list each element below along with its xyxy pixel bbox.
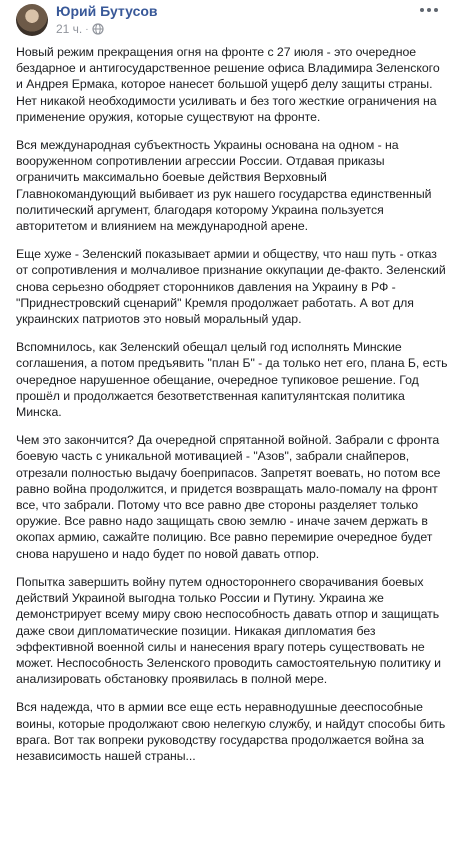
post-header xyxy=(8,0,450,44)
author-name-link[interactable]: Юрий Бутусов xyxy=(56,3,158,19)
meta-separator: · xyxy=(85,23,89,35)
post-timestamp[interactable]: 21 ч. xyxy=(56,22,83,36)
post-paragraph: Чем это закончится? Да очередной спрятанной войной. Забрали с фронта боевую часть с уникальной мотивацией - "Азов", забрали снайперов, отрезали полностью выдачу боеприпасов. Запретят воевать, но потом все равно война продолжится, и придется возвращать мало-помалу на фронт все, что забрали. Потому что все равно две стороны разделяет только оружие. Все равно надо защищать свою землю - иначе зачем держать в окопах армию, сажайте полицию. Все равно перемирие очередное будет снова нарушено и надо будет по новой давать отпор. xyxy=(16,433,441,561)
post-paragraph: Вспомнилось, как Зеленский обещал целый год исполнять Минские соглашения, а потом предъявить "план Б" - да только нет его, плана Б, есть очередное нарушенное обещание, очередное тупиковое решение. Год прошёл и продолжается безответственная капитулянтская политика Минска. xyxy=(16,340,448,420)
post-paragraph: Еще хуже - Зеленский показывает армии и обществу, что наш путь - отказ от сопротивления и молчаливое признание оккупации де-факто. Зеленский снова серьезно ободряет сторонников давления на Украину в РФ - "Приднестровский сценарий" Кремля продолжает работать. А вот для украинских патриотов это новый моральный удар. xyxy=(16,247,446,327)
author-avatar[interactable] xyxy=(16,4,48,36)
post-paragraph: Вся надежда, что в армии все еще есть неравнодушные дееспособные воины, которые продолжают свою нелегкую службу, и найдут способы бить врага. Вот так вопреки руководству государства продолжается война за независимость нашей страны... xyxy=(16,700,446,763)
post-paragraph: Новый режим прекращения огня на фронте с 27 июля - это очередное бездарное и антигосударственное решение офиса Владимира Зеленского и Андрея Ермака, которое нанесет большой ущерб делу защиты страны. Нет никакой необходимости усиливать и без того жесткие ограничения на применение оружия, которые существуют на фронте. xyxy=(16,45,440,124)
post-paragraph: Попытка завершить войну путем одностороннего сворачивания боевых действий Украиной выгодна только России и Путину. Украина же демонстрирует всему миру свою неспособность давать отпор и защищать даже свои дипломатические позиции. Никакая дипломатия без эффективной военной силы и нанесения врагу потерь существовать не может. Неспособность Зеленского проводить самостоятельную политику и анализировать обстановку проявилась в полной мере. xyxy=(16,574,441,687)
more-options-icon[interactable] xyxy=(418,2,440,18)
post-meta xyxy=(56,22,104,36)
globe-icon[interactable] xyxy=(92,23,104,35)
post-body xyxy=(8,44,450,764)
post-paragraph: Вся международная субъектность Украины основана на одном - на вооруженном сопротивлении агрессии России. Отдавая приказы ограничить максимально боевые действия Верховный Главнокомандующий выбивает из рук нашего государства единственный политический аргумент, благодаря которому Украина пользуется авторитетом и влиянием на международной арене. xyxy=(16,138,432,234)
